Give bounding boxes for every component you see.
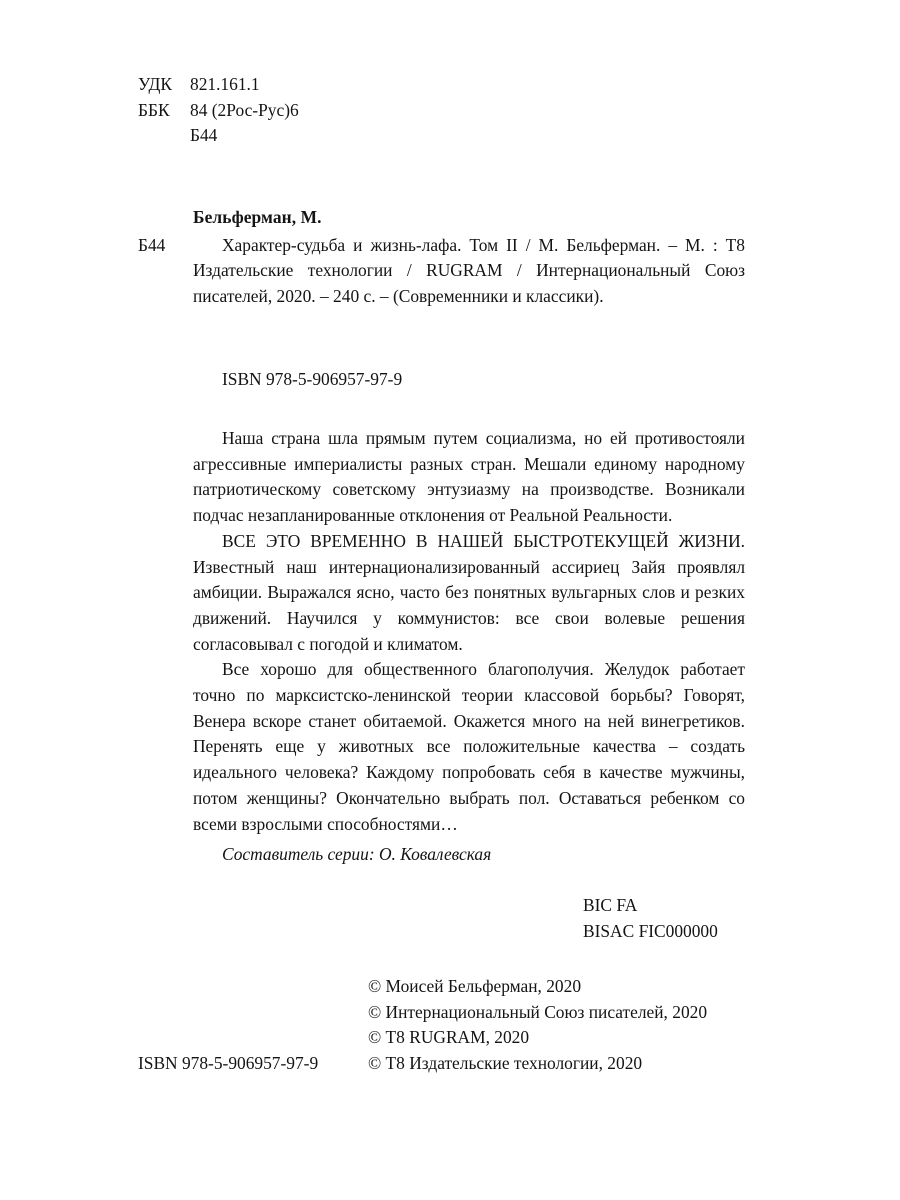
annotation-paragraph: Наша страна шла прямым путем социализма, но ей противостояли агрессивные империалисты разных стран. Мешали единому народному патриотическому советскому энтузиазму на производстве. Возникали подчас незапланированные отклонения от Реальной Реальности. (193, 428, 745, 526)
bic-code: BIC FA (583, 895, 638, 915)
copyright-line: © Интернациональный Союз писателей, 2020 (368, 1001, 708, 1022)
series-compiler: Составитель серии: О. Ковалевская (222, 844, 492, 864)
classification-row-bbk (138, 98, 299, 124)
record-index: Б44 (138, 234, 166, 255)
subject-codes (583, 893, 718, 944)
copyright-line: © Моисей Бельферман, 2020 (368, 976, 582, 996)
copyright-block (368, 974, 707, 1077)
author-mark-value: Б44 (190, 125, 218, 146)
bisac-code: BISAC FIC000000 (583, 920, 718, 941)
bbk-label: ББК (138, 99, 170, 120)
record-body (138, 233, 745, 310)
isbn-footer: ISBN 978-5-906957-97-9 (138, 1053, 319, 1073)
bbk-value: 84 (2Рос-Рус)6 (190, 99, 299, 120)
isbn-record: ISBN 978-5-906957-97-9 (222, 369, 403, 389)
classification-row-author-mark (138, 123, 299, 149)
classification-block (138, 72, 299, 149)
udk-label: УДК (138, 74, 173, 94)
udk-value: 821.161.1 (190, 74, 260, 94)
record-author: Бельферман, М. (193, 207, 322, 227)
record-description: Характер-судьба и жизнь-лафа. Том II / М. Бельферман. – М. : Т8 Издательские технологии / RUGRAM / Интернациональный Союз писателей, 2020. – 240 с. – (Современники и классики). (193, 234, 745, 307)
annotation-paragraph: ВСЕ ЭТО ВРЕМЕННО В НАШЕЙ БЫСТРОТЕКУЩЕЙ ЖИЗНИ. Известный наш интернационализированный ассириец Зайя проявлял амбиции. Выражался ясно, часто без понятных вульгарных слов и резких движений. Научился у коммунистов: все свои волевые решения согласовывал с погодой и климатом. (193, 530, 745, 654)
annotation-text (193, 426, 745, 837)
copyright-line: © Т8 RUGRAM, 2020 (368, 1027, 530, 1048)
annotation-paragraph: Все хорошо для общественного благополучия. Желудок работает точно по марксистско-ленинской теории классовой борьбы? Говорят, Венера вскоре станет обитаемой. Окажется много на ней винегретиков. Перенять еще у животных все положительные качества – создать идеального человека? Каждому попробовать себя в качестве мужчины, потом женщины? Окончательно выбрать пол. Оставаться ребенком со всеми взрослыми способностями… (193, 659, 745, 834)
copyright-line: © Т8 Издательские технологии, 2020 (368, 1053, 643, 1074)
classification-row-udk (138, 72, 299, 98)
bibliographic-record (138, 205, 745, 310)
